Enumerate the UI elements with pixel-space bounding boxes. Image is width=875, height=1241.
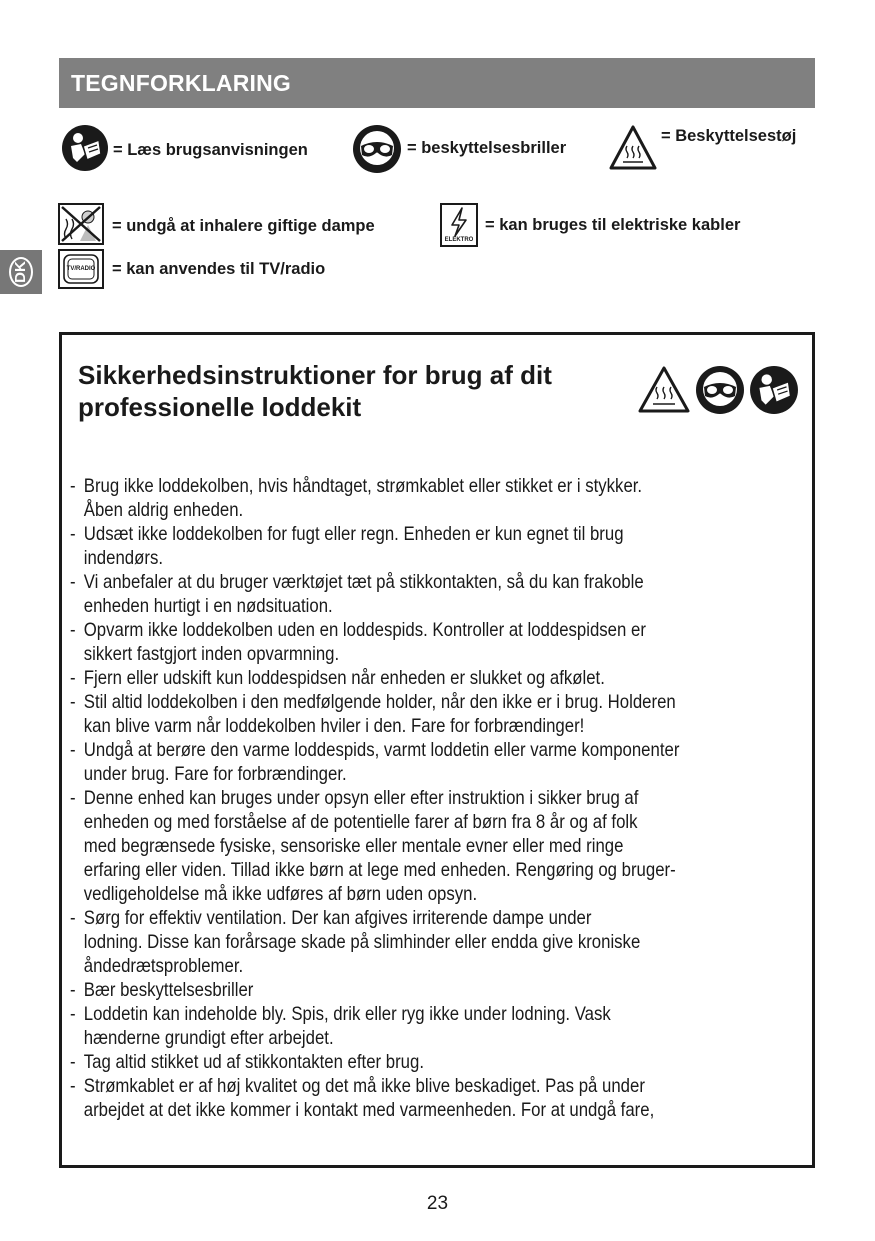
safety-title-line1: Sikkerhedsinstruktioner for brug af dit: [78, 360, 552, 390]
avoid-fumes-icon: [58, 203, 104, 250]
instruction-item: [70, 906, 801, 978]
page-number: 23: [426, 1193, 449, 1214]
instruction-item: [70, 1002, 801, 1050]
instruction-text: Brug ikke loddekolben, hvis håndtaget, strømkablet eller stikket er i stykker. Åben aldrig enheden.: [83, 475, 643, 521]
instruction-item: [70, 738, 801, 786]
legend-avoid-fumes: [58, 203, 375, 250]
safety-title-line2: professionelle loddekit: [78, 392, 362, 422]
instruction-item: [70, 1050, 801, 1074]
instruction-item: [70, 690, 801, 738]
hot-surface-warning-icon: [637, 365, 691, 420]
legend-protective-clothing-text: = Beskyttelsestøj: [661, 127, 797, 145]
bullet-dash: -: [70, 667, 76, 689]
instruction-item: [70, 978, 801, 1002]
read-manual-icon: [749, 365, 799, 420]
safety-goggles-icon: [695, 365, 745, 420]
legend-electrical-cables-text: = kan bruges til elektriske kabler: [485, 215, 741, 234]
instruction-item: [70, 522, 801, 570]
bullet-dash: -: [70, 1003, 76, 1025]
bullet-dash: -: [70, 475, 76, 497]
legend-avoid-fumes-text: = undgå at inhalere giftige dampe: [112, 217, 375, 235]
instruction-text: Vi anbefaler at du bruger værktøjet tæt på stikkontakten, så du kan frakoble enheden hurtigt i en nødsituation.: [83, 571, 644, 617]
bullet-dash: -: [70, 691, 76, 713]
electro-icon-label: ELEKTRO: [444, 237, 474, 243]
bullet-dash: -: [70, 571, 76, 593]
instruction-item: [70, 570, 801, 618]
legend-tv-radio-text: = kan anvendes til TV/radio: [112, 259, 326, 278]
instruction-item: [70, 474, 801, 522]
electro-icon: [440, 203, 478, 247]
legend-read-manual-text: = Læs brugsanvisningen: [113, 141, 308, 159]
language-tab: [0, 250, 42, 294]
tv-radio-icon-label: TV/RADIO: [66, 266, 96, 272]
instruction-text: Sørg for effektiv ventilation. Der kan afgives irriterende dampe under lodning. Disse kan forårsage skade på slimhinder eller endda give kroniske åndedrætsproblemer.: [83, 907, 641, 977]
legend-protective-clothing: [608, 124, 796, 177]
section-header: TEGNFORKLARING: [59, 58, 815, 108]
legend-tv-radio: [58, 249, 325, 289]
bullet-dash: -: [70, 1075, 76, 1097]
instruction-text: Undgå at berøre den varme loddespids, varmt loddetin eller varme komponenter under brug. Fare for forbrændinger.: [83, 739, 680, 785]
bullet-dash: -: [70, 739, 76, 761]
instruction-text: Stil altid loddekolben i den medfølgende holder, når den ikke er i brug. Holderen kan blive varm når loddekolben hviler i den. Fare for forbrændinger!: [83, 691, 676, 737]
language-tab-label: DK: [9, 257, 33, 287]
read-manual-icon: [61, 124, 109, 177]
safety-goggles-icon: [352, 124, 402, 179]
bullet-dash: -: [70, 619, 76, 641]
instruction-text: Opvarm ikke loddekolben uden en loddespids. Kontroller at loddespidsen er sikkert fastgjort inden opvarmning.: [83, 619, 646, 665]
hot-surface-warning-icon: [608, 124, 658, 177]
legend-goggles: [352, 124, 566, 179]
legend-electrical-cables: [440, 203, 740, 247]
instruction-item: [70, 618, 801, 666]
instruction-item: [70, 1074, 801, 1122]
instruction-item: [70, 666, 801, 690]
instruction-item: [70, 786, 801, 906]
instruction-text: Denne enhed kan bruges under opsyn eller efter instruktion i sikker brug af enheden og med forståelse af de potentielle farer af børn fra 8 år og af folk med begrænsede fysiske, sensoriske eller mentale evner eller med ringe erfaring eller viden. Tillad ikke børn at lege med enheden. Rengøring og bruger- vedligeholdelse må ikke udføres af børn uden opsyn.: [83, 787, 676, 905]
bullet-dash: -: [70, 907, 76, 929]
instruction-text: Bær beskyttelsesbriller: [83, 979, 254, 1001]
bullet-dash: -: [70, 1051, 76, 1073]
bullet-dash: -: [70, 523, 76, 545]
instruction-text: Tag altid stikket ud af stikkontakten efter brug.: [83, 1051, 425, 1073]
legend-goggles-text: = beskyttelsesbriller: [407, 139, 567, 157]
instruction-text: Loddetin kan indeholde bly. Spis, drik eller ryg ikke under lodning. Vask hænderne grundigt efter arbejdet.: [83, 1003, 611, 1049]
instruction-text: Fjern eller udskift kun loddespidsen når enheden er slukket og afkølet.: [83, 667, 605, 689]
bullet-dash: -: [70, 787, 76, 809]
instruction-text: Strømkablet er af høj kvalitet og det må ikke blive beskadiget. Pas på under arbejdet at det ikke kommer i kontakt med varmeenheden. For at undgå fare,: [83, 1075, 655, 1121]
safety-title: [78, 359, 638, 423]
tv-radio-icon: [58, 249, 104, 289]
bullet-dash: -: [70, 979, 76, 1001]
safety-instructions-list: [70, 474, 801, 1122]
legend-read-manual: [61, 124, 308, 177]
instruction-text: Udsæt ikke loddekolben for fugt eller regn. Enheden er kun egnet til brug indendørs.: [83, 523, 624, 569]
safety-title-icons: [637, 365, 799, 420]
